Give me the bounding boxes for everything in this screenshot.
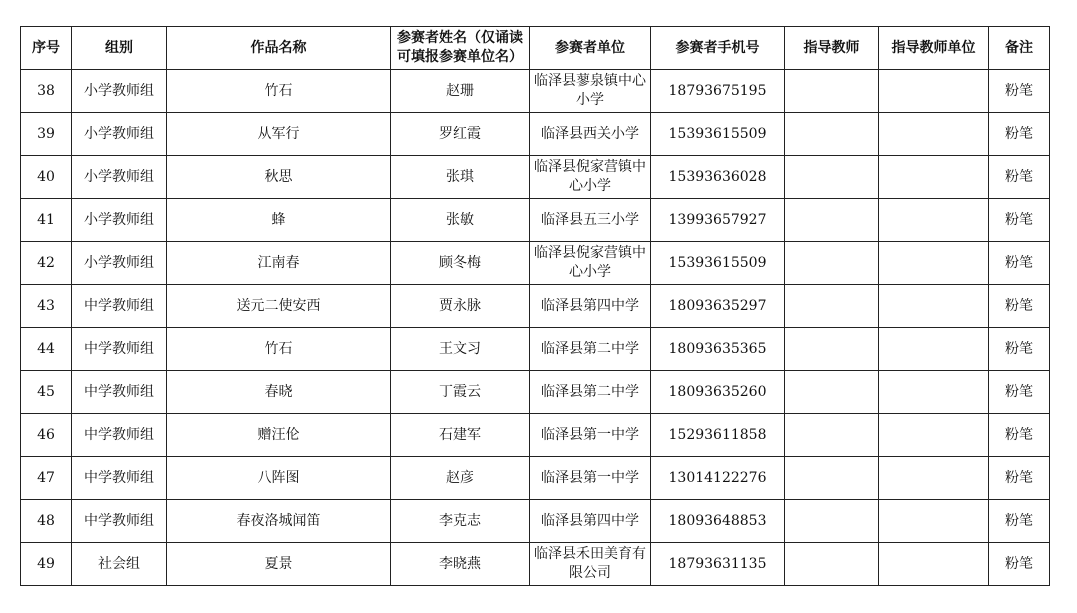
cell-remarks: 粉笔 — [989, 242, 1050, 285]
cell-serial: 40 — [21, 156, 72, 199]
table-row — [21, 199, 1050, 242]
table-row — [21, 156, 1050, 199]
table-row — [21, 457, 1050, 500]
cell-advisor — [785, 156, 879, 199]
cell-group: 小学教师组 — [72, 113, 167, 156]
cell-advisor-unit — [879, 199, 989, 242]
cell-advisor-unit — [879, 543, 989, 586]
cell-contestant-unit: 临泽县第四中学 — [530, 285, 651, 328]
header-contestant-name: 参赛者姓名（仅诵读可填报参赛单位名） — [391, 27, 530, 70]
cell-serial: 46 — [21, 414, 72, 457]
cell-work-title: 蜂 — [167, 199, 391, 242]
table-row — [21, 70, 1050, 113]
cell-advisor — [785, 543, 879, 586]
cell-contestant-name: 罗红霞 — [391, 113, 530, 156]
cell-remarks: 粉笔 — [989, 70, 1050, 113]
cell-advisor-unit — [879, 328, 989, 371]
cell-work-title: 从军行 — [167, 113, 391, 156]
cell-phone: 13993657927 — [651, 199, 785, 242]
cell-contestant-name: 王文习 — [391, 328, 530, 371]
table-row — [21, 242, 1050, 285]
cell-advisor-unit — [879, 70, 989, 113]
cell-remarks: 粉笔 — [989, 113, 1050, 156]
cell-phone: 18093635297 — [651, 285, 785, 328]
table-row — [21, 414, 1050, 457]
header-phone: 参赛者手机号 — [651, 27, 785, 70]
cell-group: 小学教师组 — [72, 199, 167, 242]
cell-advisor — [785, 242, 879, 285]
cell-advisor — [785, 457, 879, 500]
cell-group: 中学教师组 — [72, 328, 167, 371]
cell-phone: 13014122276 — [651, 457, 785, 500]
cell-contestant-unit: 临泽县蓼泉镇中心小学 — [530, 70, 651, 113]
header-row — [21, 27, 1050, 70]
cell-contestant-unit: 临泽县禾田美育有限公司 — [530, 543, 651, 586]
cell-phone: 15293611858 — [651, 414, 785, 457]
table-row — [21, 113, 1050, 156]
cell-remarks: 粉笔 — [989, 543, 1050, 586]
cell-contestant-unit: 临泽县第二中学 — [530, 328, 651, 371]
cell-work-title: 八阵图 — [167, 457, 391, 500]
cell-contestant-name: 张琪 — [391, 156, 530, 199]
cell-contestant-name: 赵彦 — [391, 457, 530, 500]
header-advisor: 指导教师 — [785, 27, 879, 70]
cell-serial: 43 — [21, 285, 72, 328]
cell-advisor-unit — [879, 371, 989, 414]
cell-contestant-name: 张敏 — [391, 199, 530, 242]
cell-remarks: 粉笔 — [989, 156, 1050, 199]
header-work-title: 作品名称 — [167, 27, 391, 70]
cell-serial: 49 — [21, 543, 72, 586]
cell-phone: 15393615509 — [651, 113, 785, 156]
cell-advisor — [785, 500, 879, 543]
cell-advisor — [785, 285, 879, 328]
cell-group: 小学教师组 — [72, 156, 167, 199]
cell-work-title: 竹石 — [167, 70, 391, 113]
cell-phone: 18093635365 — [651, 328, 785, 371]
cell-contestant-unit: 临泽县第一中学 — [530, 457, 651, 500]
cell-phone: 18093648853 — [651, 500, 785, 543]
cell-contestant-name: 贾永脉 — [391, 285, 530, 328]
cell-contestant-name: 赵珊 — [391, 70, 530, 113]
cell-advisor-unit — [879, 414, 989, 457]
cell-serial: 47 — [21, 457, 72, 500]
cell-serial: 45 — [21, 371, 72, 414]
cell-advisor — [785, 70, 879, 113]
cell-contestant-unit: 临泽县第四中学 — [530, 500, 651, 543]
cell-group: 中学教师组 — [72, 285, 167, 328]
cell-phone: 18793631135 — [651, 543, 785, 586]
cell-contestant-name: 石建军 — [391, 414, 530, 457]
cell-contestant-unit: 临泽县第一中学 — [530, 414, 651, 457]
cell-contestant-unit: 临泽县西关小学 — [530, 113, 651, 156]
cell-advisor-unit — [879, 156, 989, 199]
cell-serial: 41 — [21, 199, 72, 242]
cell-group: 中学教师组 — [72, 500, 167, 543]
cell-remarks: 粉笔 — [989, 371, 1050, 414]
cell-advisor-unit — [879, 113, 989, 156]
cell-work-title: 赠汪伦 — [167, 414, 391, 457]
cell-remarks: 粉笔 — [989, 500, 1050, 543]
entry-table — [20, 26, 1050, 586]
header-advisor-unit: 指导教师单位 — [879, 27, 989, 70]
cell-phone: 15393615509 — [651, 242, 785, 285]
cell-advisor — [785, 328, 879, 371]
cell-work-title: 夏景 — [167, 543, 391, 586]
cell-contestant-unit: 临泽县五三小学 — [530, 199, 651, 242]
cell-advisor — [785, 414, 879, 457]
cell-serial: 44 — [21, 328, 72, 371]
header-contestant-unit: 参赛者单位 — [530, 27, 651, 70]
table-row — [21, 543, 1050, 586]
cell-advisor — [785, 199, 879, 242]
header-serial: 序号 — [21, 27, 72, 70]
table-row — [21, 285, 1050, 328]
cell-work-title: 竹石 — [167, 328, 391, 371]
cell-group: 中学教师组 — [72, 457, 167, 500]
header-remarks: 备注 — [989, 27, 1050, 70]
cell-advisor-unit — [879, 285, 989, 328]
cell-remarks: 粉笔 — [989, 414, 1050, 457]
cell-contestant-name: 丁霞云 — [391, 371, 530, 414]
header-group: 组别 — [72, 27, 167, 70]
cell-remarks: 粉笔 — [989, 328, 1050, 371]
table-row — [21, 500, 1050, 543]
cell-advisor-unit — [879, 457, 989, 500]
cell-group: 小学教师组 — [72, 70, 167, 113]
cell-phone: 18093635260 — [651, 371, 785, 414]
cell-advisor — [785, 371, 879, 414]
cell-group: 中学教师组 — [72, 371, 167, 414]
cell-contestant-name: 李晓燕 — [391, 543, 530, 586]
cell-contestant-unit: 临泽县第二中学 — [530, 371, 651, 414]
cell-serial: 48 — [21, 500, 72, 543]
table-row — [21, 328, 1050, 371]
cell-work-title: 春夜洛城闻笛 — [167, 500, 391, 543]
cell-serial: 39 — [21, 113, 72, 156]
cell-contestant-name: 李克志 — [391, 500, 530, 543]
cell-group: 中学教师组 — [72, 414, 167, 457]
cell-remarks: 粉笔 — [989, 199, 1050, 242]
cell-phone: 18793675195 — [651, 70, 785, 113]
cell-contestant-unit: 临泽县倪家营镇中心小学 — [530, 156, 651, 199]
table-row — [21, 371, 1050, 414]
cell-remarks: 粉笔 — [989, 457, 1050, 500]
cell-work-title: 春晓 — [167, 371, 391, 414]
cell-advisor-unit — [879, 500, 989, 543]
cell-group: 小学教师组 — [72, 242, 167, 285]
cell-contestant-name: 顾冬梅 — [391, 242, 530, 285]
cell-group: 社会组 — [72, 543, 167, 586]
cell-phone: 15393636028 — [651, 156, 785, 199]
cell-advisor-unit — [879, 242, 989, 285]
cell-work-title: 送元二使安西 — [167, 285, 391, 328]
cell-advisor — [785, 113, 879, 156]
cell-work-title: 秋思 — [167, 156, 391, 199]
cell-serial: 42 — [21, 242, 72, 285]
cell-contestant-unit: 临泽县倪家营镇中心小学 — [530, 242, 651, 285]
cell-work-title: 江南春 — [167, 242, 391, 285]
cell-remarks: 粉笔 — [989, 285, 1050, 328]
cell-serial: 38 — [21, 70, 72, 113]
